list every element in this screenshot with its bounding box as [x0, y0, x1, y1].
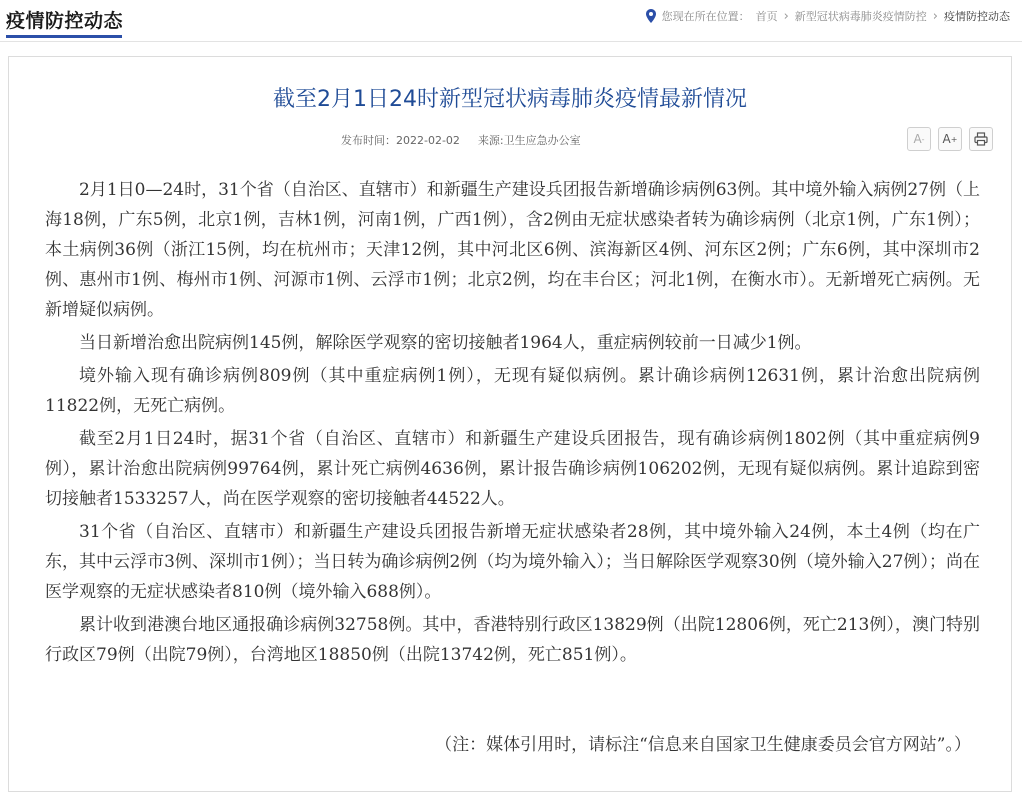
article-meta [341, 132, 581, 148]
font-larger-icon: A [942, 132, 951, 146]
article-paragraph: 截至2月1日24时，据31个省（自治区、直辖市）和新疆生产建设兵团报告，现有确诊病例1802例（其中重症病例9例），累计治愈出院病例99764例，累计死亡病例4636例，累计报告确诊病例106202例，无现有疑似病例。累计追踪到密切接触者1533257人，尚在医学观察的密切接触者44522人。 [45, 429, 980, 509]
breadcrumb-prefix: 您现在所在位置： [661, 10, 750, 23]
print-button[interactable] [969, 127, 993, 151]
article-paragraph: 当日新增治愈出院病例145例，解除医学观察的密切接触者1964人，重症病例较前一日减少1例。 [79, 333, 812, 353]
article-paragraph: 累计收到港澳台地区通报确诊病例32758例。其中，香港特别行政区13829例（出院12806例，死亡213例），澳门特别行政区79例（出院79例），台湾地区18850例（出院13742例，死亡851例）。 [45, 615, 980, 665]
citation-note: （注：媒体引用时，请标注“信息来自国家卫生健康委员会官方网站”。） [435, 735, 971, 755]
article-title: 截至2月1日24时新型冠状病毒肺炎疫情最新情况 [273, 87, 747, 112]
breadcrumb-current: 疫情防控动态 [944, 10, 1010, 23]
breadcrumb [646, 8, 1010, 24]
source-name: 卫生应急办公室 [503, 134, 581, 147]
article-panel [8, 56, 1012, 792]
breadcrumb-covid-link[interactable]: 新型冠状病毒肺炎疫情防控 [794, 10, 927, 23]
publish-label: 发布时间： [341, 134, 396, 147]
article-body [45, 175, 980, 673]
article-paragraph: 31个省（自治区、直辖市）和新疆生产建设兵团报告新增无症状感染者28例，其中境外输入24例，本土4例（均在广东，其中云浮市3例、深圳市1例）；当日转为确诊病例2例（均为境外输入）；当日解除医学观察30例（境外输入27例）；尚在医学观察的无症状感染者810例（境外输入688例）。 [45, 522, 980, 602]
font-larger-button[interactable]: A + [938, 127, 962, 151]
font-smaller-icon: A [913, 132, 922, 146]
breadcrumb-separator-icon: › [783, 8, 789, 24]
article-paragraph: 2月1日0—24时，31个省（自治区、直辖市）和新疆生产建设兵团报告新增确诊病例63例。其中境外输入病例27例（上海18例，广东5例，北京1例，吉林1例，河南1例，广西1例），含2例由无症状感染者转为确诊病例（北京1例，广东1例）；本土病例36例（浙江15例，均在杭州市；天津12例，其中河北区6例、滨海新区4例、河东区2例；广东6例，其中深圳市2例、惠州市1例、梅州市1例、河源市1例、云浮市1例；北京2例，均在丰台区；河北1例，在衡水市）。无新增死亡病例。无新增疑似病例。 [45, 180, 980, 320]
top-bar [0, 0, 1022, 42]
section-title-underline [6, 35, 122, 38]
article-source [478, 132, 581, 148]
breadcrumb-home-link[interactable]: 首页 [755, 10, 778, 23]
location-pin-icon [646, 9, 656, 23]
publish-time [341, 132, 460, 148]
breadcrumb-separator-icon: › [932, 8, 938, 24]
printer-icon [974, 132, 988, 146]
article-paragraph: 境外输入现有确诊病例809例（其中重症病例1例），无现有疑似病例。累计确诊病例12631例，累计治愈出院病例11822例，无死亡病例。 [45, 366, 980, 416]
article-tools [907, 127, 993, 151]
font-smaller-button[interactable]: A - [907, 127, 931, 151]
section-title: 疫情防控动态 [6, 10, 124, 32]
source-label: 来源: [477, 134, 504, 147]
publish-date: 2022-02-02 [396, 134, 460, 147]
